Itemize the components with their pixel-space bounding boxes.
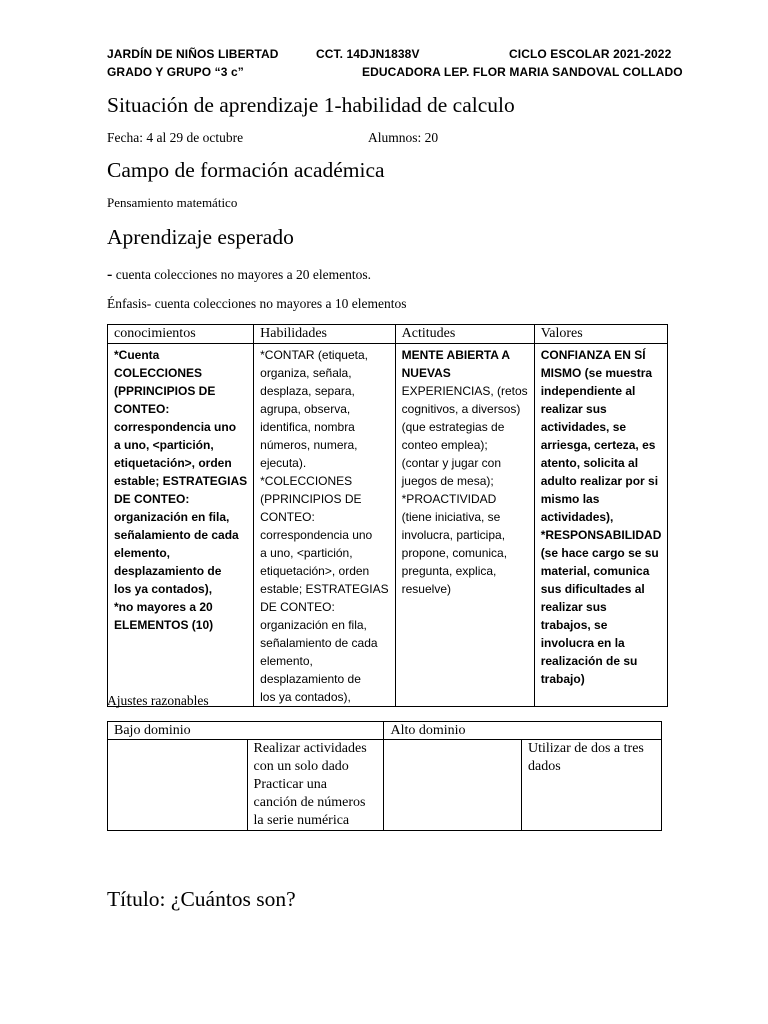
cell-line: *PROACTIVIDAD [401, 492, 497, 506]
cell-valores [534, 344, 668, 707]
cell-line: a uno, <partición, [260, 546, 353, 560]
cell-line: los ya contados), [114, 582, 213, 596]
cell-line: realización de su [540, 654, 638, 668]
cell-line: *CONTAR (etiqueta, [260, 348, 368, 362]
cell-line: (tiene iniciativa, se [401, 510, 501, 524]
header-actitudes: Actitudes [395, 325, 534, 344]
cell-line: CONTEO: [114, 402, 170, 416]
school-cycle: CICLO ESCOLAR 2021-2022 [509, 47, 672, 61]
cell-line: Practicar una [253, 777, 327, 792]
cell-line: involucra en la [540, 636, 625, 650]
cell-line: mismo las [540, 492, 600, 506]
cell-line: NUEVAS [401, 366, 451, 380]
enfasis-text: Énfasis- cuenta colecciones no mayores a 10 elementos [107, 296, 407, 311]
cell-line: señalamiento de cada [260, 636, 378, 650]
cell-line: Utilizar de dos a tres [528, 741, 644, 756]
titulo-heading: Título: ¿Cuántos son? [107, 887, 296, 911]
cell-line: *RESPONSABILIDAD [540, 528, 662, 542]
cell-line: desplaza, separa, [260, 384, 355, 398]
cell-line: juegos de mesa); [401, 474, 494, 488]
cell-line: involucra, participa, [401, 528, 506, 542]
cell-empty-1 [108, 740, 248, 831]
cell-line: *no mayores a 20 [114, 600, 213, 614]
cell-line: adulto realizar por si [540, 474, 659, 488]
cell-line: organización en fila, [114, 510, 230, 524]
cell-bajo-dominio [247, 740, 384, 831]
aprendizaje-line [107, 266, 371, 284]
cell-line: realizar sus [540, 600, 607, 614]
school-name: JARDÍN DE NIÑOS LIBERTAD [107, 47, 279, 61]
cell-line: CONFIANZA EN SÍ [540, 348, 646, 362]
cell-line: COLECCIONES [114, 366, 203, 380]
cell-conocimientos [108, 344, 254, 707]
bullet-dash: - [107, 266, 113, 283]
cell-line: estable; ESTRATEGIAS [114, 474, 248, 488]
aprendizaje-heading: Aprendizaje esperado [107, 225, 294, 249]
cell-line: canción de números [253, 795, 366, 810]
cell-habilidades [254, 344, 396, 707]
cell-line: desplazamiento de [260, 672, 361, 686]
cell-line: MENTE ABIERTA A [401, 348, 511, 362]
cell-line: independiente al [540, 384, 636, 398]
cell-line: actividades, se [540, 420, 627, 434]
cell-line: ejecuta). [260, 456, 307, 470]
competencies-table [107, 324, 668, 707]
students-count: Alumnos: 20 [368, 130, 439, 145]
cell-line: elemento, [260, 654, 313, 668]
header-conocimientos: conocimientos [108, 325, 254, 344]
cell-empty-2 [384, 740, 522, 831]
cell-line: organiza, señala, [260, 366, 352, 380]
ajustes-heading: Ajustes razonables [107, 693, 209, 708]
cell-line: DE CONTEO: [260, 600, 335, 614]
cell-line: elemento, [114, 546, 171, 560]
cell-line: realizar sus [540, 402, 607, 416]
cell-line: con un solo dado [253, 759, 349, 774]
cell-line: sus dificultades al [540, 582, 645, 596]
cell-line: pregunta, explica, [401, 564, 497, 578]
page-title: Situación de aprendizaje 1-habilidad de calculo [107, 93, 515, 117]
cell-line: ELEMENTOS (10) [114, 618, 214, 632]
header-valores: Valores [534, 325, 668, 344]
campo-value: Pensamiento matemático [107, 195, 238, 210]
aprendizaje-value: cuenta colecciones no mayores a 20 elementos. [112, 267, 371, 282]
cell-line: etiquetación>, orden [260, 564, 370, 578]
cell-line: dados [528, 759, 561, 774]
cell-line: trabajos, se [540, 618, 608, 632]
cell-line: (PPRINCIPIOS DE [114, 384, 216, 398]
cell-line: correspondencia uno [114, 420, 237, 434]
cell-line: resuelve) [401, 582, 451, 596]
cell-line: *COLECCIONES [260, 474, 353, 488]
cell-line: etiquetación>, orden [114, 456, 232, 470]
cell-line: material, comunica [540, 564, 650, 578]
cell-line: correspondencia uno [260, 528, 373, 542]
cell-line: agrupa, observa, [260, 402, 351, 416]
cell-line: EXPERIENCIAS, (retos [401, 384, 528, 398]
cell-line: Realizar actividades [253, 741, 367, 756]
cell-line: estable; ESTRATEGIAS [260, 582, 389, 596]
teacher-name: EDUCADORA LEP. FLOR MARIA SANDOVAL COLLADO [362, 65, 683, 79]
cell-line: actividades), [540, 510, 614, 524]
cell-line: conteo emplea); [401, 438, 488, 452]
cell-line: (PPRINCIPIOS DE [260, 492, 362, 506]
cell-line: (contar y jugar con [401, 456, 502, 470]
cell-line: MISMO (se muestra [540, 366, 653, 380]
header-habilidades: Habilidades [254, 325, 396, 344]
cell-line: propone, comunica, [401, 546, 508, 560]
grade-group: GRADO Y GRUPO “3 c” [107, 65, 244, 79]
campo-heading: Campo de formación académica [107, 158, 385, 182]
cell-line: arriesga, certeza, es [540, 438, 656, 452]
cct-code: CCT. 14DJN1838V [316, 47, 420, 61]
header-alto-dominio: Alto dominio [384, 722, 662, 740]
header-bajo-dominio: Bajo dominio [108, 722, 384, 740]
cell-line: señalamiento de cada [114, 528, 239, 542]
cell-line: *Cuenta [114, 348, 160, 362]
cell-line: identifica, nombra [260, 420, 355, 434]
cell-line: a uno, <partición, [114, 438, 214, 452]
date-text: Fecha: 4 al 29 de octubre [107, 130, 244, 145]
cell-line: números, numera, [260, 438, 358, 452]
cell-line: CONTEO: [260, 510, 315, 524]
cell-line: organización en fila, [260, 618, 367, 632]
cell-line: trabajo) [540, 672, 585, 686]
cell-line: la serie numérica [253, 813, 350, 828]
ajustes-table [107, 721, 662, 831]
cell-actitudes [395, 344, 534, 707]
cell-line: atento, solicita al [540, 456, 639, 470]
cell-line: desplazamiento de [114, 564, 222, 578]
cell-line: (que estrategias de [401, 420, 505, 434]
cell-line: (se hace cargo se su [540, 546, 659, 560]
cell-line: cognitivos, a diversos) [401, 402, 521, 416]
cell-alto-dominio [522, 740, 662, 831]
cell-line: los ya contados), [260, 690, 351, 704]
cell-line: DE CONTEO: [114, 492, 190, 506]
